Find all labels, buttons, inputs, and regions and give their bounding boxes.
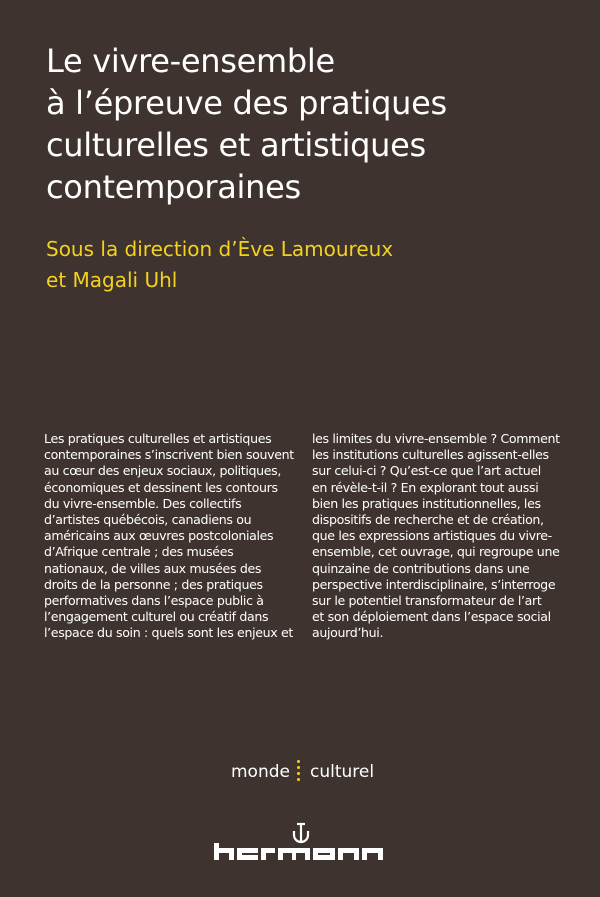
blurb-line: les institutions culturelles agissent-elles bbox=[312, 447, 549, 463]
blurb-line: d’artistes québécois, canadiens ou bbox=[44, 512, 252, 528]
blurb-line: ensemble, cet ouvrage, qui regroupe une bbox=[312, 544, 560, 560]
blurb-line: dispositifs de recherche et de création, bbox=[312, 512, 544, 528]
title-line: Le vivre-ensemble bbox=[46, 42, 335, 80]
publisher-logo bbox=[213, 822, 389, 864]
blurb-column-right bbox=[312, 431, 577, 642]
title-line: à l’épreuve des pratiques bbox=[46, 84, 447, 122]
blurb-line: que les expressions artistiques du vivre- bbox=[312, 528, 552, 544]
collection-word-right: culturel bbox=[310, 762, 375, 782]
hermann-logo-icon bbox=[213, 822, 389, 864]
blurb-line: Les pratiques culturelles et artistiques bbox=[44, 431, 272, 446]
blurb-line: d’Afrique centrale ; des musées bbox=[44, 544, 234, 560]
blurb-line: aujourd’hui. bbox=[312, 625, 384, 641]
blurb-column-left bbox=[44, 431, 309, 642]
blurb-line: au cœur des enjeux sociaux, politiques, bbox=[44, 463, 282, 479]
blurb-line: droits de la personne ; des pratiques bbox=[44, 576, 263, 592]
blurb-line: du vivre-ensemble. Des collectifs bbox=[44, 495, 242, 511]
blurb-line: les limites du vivre-ensemble ? Comment bbox=[312, 431, 560, 446]
editors-line: et Magali Uhl bbox=[46, 268, 178, 292]
editors-line: Sous la direction d’Ève Lamoureux bbox=[46, 237, 394, 261]
title-line: contemporaines bbox=[46, 168, 301, 206]
blurb-line: en révèle-t-il ? En explorant tout aussi bbox=[312, 479, 539, 495]
collection-separator-icon bbox=[296, 760, 302, 786]
title-line: culturelles et artistiques bbox=[46, 126, 426, 164]
blurb-line: l’engagement culturel ou créatif dans bbox=[44, 609, 269, 625]
blurb-line: performatives dans l’espace public à bbox=[44, 593, 264, 609]
blurb-line: nationaux, de villes aux musées des bbox=[44, 560, 262, 576]
collection-word-left: monde bbox=[231, 762, 290, 782]
collection-name bbox=[0, 760, 600, 786]
book-title bbox=[46, 40, 566, 208]
blurb-line: américains aux œuvres postcoloniales bbox=[44, 528, 274, 544]
blurb-line: perspective interdisciplinaire, s’interroge bbox=[312, 576, 556, 592]
blurb-line: quinzaine de contributions dans une bbox=[312, 560, 530, 576]
blurb-line: et son déploiement dans l’espace social bbox=[312, 609, 551, 625]
editors bbox=[46, 234, 566, 296]
blurb-line: sur le potentiel transformateur de l’art bbox=[312, 593, 542, 609]
blurb-line: économiques et dessinent les contours bbox=[44, 479, 278, 495]
blurb-line: contemporaines s’inscrivent bien souvent bbox=[44, 447, 294, 463]
blurb-line: sur celui-ci ? Qu’est-ce que l’art actuel bbox=[312, 463, 541, 479]
blurb-line: l’espace du soin : quels sont les enjeux et bbox=[44, 625, 294, 641]
blurb-line: bien les pratiques institutionnelles, les bbox=[312, 495, 541, 511]
